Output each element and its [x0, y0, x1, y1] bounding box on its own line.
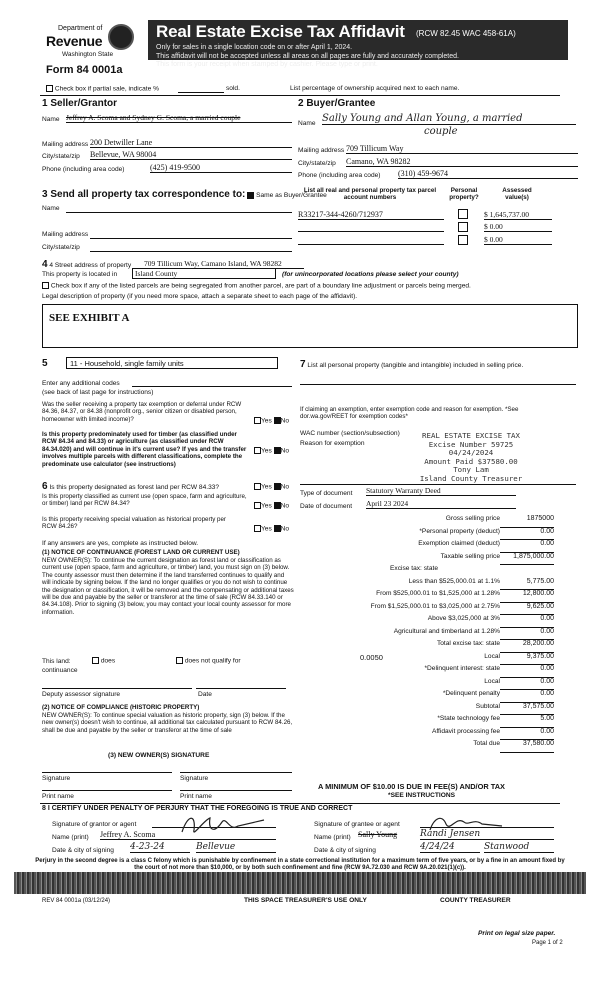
local-tax-field[interactable]: 9,375.00: [500, 653, 554, 666]
calc-row: [296, 553, 554, 566]
deputy-signature-label: Deputy assessor signature: [42, 691, 121, 698]
buyer-name-line2: couple: [424, 126, 458, 137]
calc-label: *Delinquent penalty: [442, 690, 500, 697]
corr-city-field[interactable]: [90, 251, 292, 252]
note-2: This affidavit will not be accepted unless all areas on all pages are fully and accurately completed.: [156, 52, 459, 60]
yes-label: Yes: [261, 447, 272, 455]
stamp-line: Tony Lam: [453, 465, 489, 475]
calc-row: [296, 740, 554, 753]
grantee-date-field[interactable]: 4/24/24: [420, 842, 480, 853]
calc-row: [296, 703, 554, 716]
calc-label: From $525,000.01 to $1,525,000 at 1.28%: [376, 590, 500, 597]
signature-label: Signature: [42, 775, 71, 782]
personal-property-deduct-field[interactable]: 0.00: [500, 528, 554, 541]
any-yes-note: If any answers are yes, complete as instructed below.: [42, 540, 199, 547]
calc-label: Above $3,025,000 at 3%: [427, 615, 500, 622]
yes-label: Yes: [261, 483, 272, 491]
print-legal-note: Print on legal size paper.: [478, 930, 556, 937]
exemption-deduct-field[interactable]: 0.00: [500, 540, 554, 553]
processing-fee-field[interactable]: 0.00: [500, 728, 554, 741]
grantee-name-struck: Sally Young: [358, 830, 398, 839]
deputy-date-label: Date: [198, 691, 212, 698]
personal-property-checkbox[interactable]: [458, 222, 468, 232]
form-title: Real Estate Excise Tax Affidavit: [156, 22, 405, 41]
legal-description-box[interactable]: [42, 304, 578, 348]
buyer-phone-label: Phone (including area code): [298, 172, 381, 179]
s6q1-yes-no: [254, 483, 289, 490]
no-label: No: [280, 483, 290, 491]
seller-city-label: City/state/zip: [42, 153, 80, 160]
department-label: Department of: [58, 25, 103, 32]
calc-row: [296, 653, 554, 666]
notice-compliance-body: NEW OWNER(S): To continue special valuation as historic property, sign (3) below. If the new owner(s) doesn't wish to continue, all additional tax calculated pursuant to RCW 84.26, shall be due and payable by the seller or transferor at the time of sale: [42, 712, 293, 734]
stamp-line: Amount Paid $37580.00: [424, 456, 518, 466]
technology-fee-field[interactable]: 5.00: [500, 715, 554, 728]
page-number: Page 1 of 2: [532, 940, 563, 946]
new-owner-signature-field[interactable]: [42, 772, 172, 773]
s6q3-yes-checkbox[interactable]: [254, 525, 261, 532]
calc-label: *Personal property (deduct): [419, 527, 500, 535]
partial-sale-checkbox[interactable]: [46, 85, 53, 92]
divider: [40, 95, 560, 96]
seller-name-field[interactable]: Jeffrey A. Scoma and Sydney G. Scoma, a married couple: [66, 113, 292, 123]
calc-label: Local: [484, 677, 500, 685]
same-as-buyer-label: Same as Buyer/Grantee: [256, 192, 327, 199]
buyer-name-label: Name: [298, 120, 316, 127]
q2-no-checkbox[interactable]: [274, 447, 281, 454]
grantee-name-label: Name (print): [314, 834, 351, 841]
certify-heading: 8 I CERTIFY UNDER PENALTY OF PERJURY THAT THE FOREGOING IS TRUE AND CORRECT: [42, 805, 353, 812]
section-5-number: 5: [42, 358, 48, 369]
calc-row: [296, 515, 554, 528]
located-label: This property is located in: [42, 271, 118, 278]
section-6-q1-row: [42, 481, 219, 492]
q1-no-checkbox[interactable]: [274, 417, 281, 424]
grantor-date-label: Date & city of signing: [52, 847, 114, 854]
ownership-note: List percentage of ownership acquired next to each name.: [290, 85, 460, 92]
parcel-col-header: List all real and personal property tax parcel account numbers: [303, 187, 437, 201]
stamp-line: REAL ESTATE EXCISE TAX: [422, 431, 520, 440]
print-name-label: Print name: [180, 793, 212, 800]
county-treasurer-label: COUNTY TREASURER: [440, 897, 511, 904]
calc-label: Local: [484, 652, 500, 660]
parcel-number-field[interactable]: [298, 231, 444, 232]
land-use-code-select[interactable]: 11 - Household, single family units: [66, 357, 278, 369]
new-owner-print-field[interactable]: [180, 790, 292, 791]
calc-row: [296, 628, 554, 641]
does-option: [92, 657, 115, 664]
q1-yes-no: [254, 417, 289, 424]
see-instructions-note: *SEE INSTRUCTIONS: [388, 792, 456, 799]
treasurer-use-label: THIS SPACE TREASURER'S USE ONLY: [244, 897, 367, 904]
grantee-city-field[interactable]: Stanwood: [484, 842, 554, 853]
corr-city-label: City/state/zip: [42, 244, 80, 251]
new-owner-signature-heading: (3) NEW OWNER(S) SIGNATURE: [108, 752, 210, 759]
calc-row: [296, 640, 554, 653]
new-owner-signature-field[interactable]: [180, 772, 292, 773]
additional-codes-field[interactable]: [132, 386, 292, 387]
seller-heading: 1 Seller/Grantor: [42, 98, 118, 109]
subtotal-field[interactable]: 37,575.00: [500, 703, 554, 716]
bracket-value[interactable]: 5,775.00: [500, 578, 554, 591]
assessed-value-field[interactable]: $ 1,645,737.00: [484, 210, 552, 220]
document-date-field[interactable]: April 23 2024: [366, 499, 516, 509]
exemption-question: Was the seller receiving a property tax exemption or deferral under RCW 84.36, 84.37, or 84.38 (nonprofit org., senior citizen or disabled person, homeowner with limited income)?: [42, 401, 242, 423]
calc-label: Total excise tax: state: [436, 640, 500, 647]
grantee-signature-label: Signature of grantee or agent: [314, 821, 400, 828]
buyer-address-label: Mailing address: [298, 147, 345, 154]
corr-name-label: Name: [42, 205, 60, 212]
seller-address-field[interactable]: 200 Detwiller Lane: [90, 138, 292, 148]
calc-row: [296, 615, 554, 628]
assessed-value-field[interactable]: $ 0.00: [484, 235, 552, 245]
q2-yes-checkbox[interactable]: [254, 447, 261, 454]
no-label: No: [280, 447, 290, 455]
street-row: 4 4 Street address of property: [42, 259, 132, 270]
no-label: No: [280, 525, 290, 533]
taxable-selling-price-field[interactable]: 1,875,000.00: [500, 553, 554, 566]
calc-row: [296, 678, 554, 691]
seller-address-label: Mailing address: [42, 141, 89, 148]
buyer-phone-field[interactable]: (310) 459-9674: [398, 169, 578, 179]
see-list-note: (see back of last page for instructions): [42, 389, 154, 396]
buyer-city-field[interactable]: Camano, WA 98282: [346, 157, 578, 167]
seller-phone-field[interactable]: (425) 419-9500: [150, 163, 292, 173]
s6q2-no-checkbox[interactable]: [274, 502, 281, 509]
correspondence-heading: 3 Send all property tax correspondence to:: [42, 189, 246, 200]
no-label: No: [280, 502, 290, 510]
q1-yes-checkbox[interactable]: [254, 417, 261, 424]
additional-codes-label: Enter any additional codes: [42, 380, 120, 387]
calc-label: Affidavit processing fee: [431, 727, 500, 735]
calc-label: *State technology fee: [437, 715, 500, 722]
seller-name-label: Name: [42, 116, 60, 123]
gross-selling-price-field[interactable]: 1875000: [500, 515, 554, 528]
treasurer-stamp: [396, 432, 546, 484]
seller-phone-label: Phone (including area code): [42, 166, 125, 173]
calc-label: Total due: [473, 740, 500, 747]
calc-label: Subtotal: [475, 702, 500, 710]
does-not-checkbox[interactable]: [176, 657, 183, 664]
buyer-city-label: City/state/zip: [298, 160, 336, 167]
corr-name-field[interactable]: [66, 212, 292, 213]
revision-label: REV 84 0001a (03/12/24): [42, 898, 111, 904]
forest-land-question: Is this property designated as forest land per RCW 84.33?: [49, 484, 220, 491]
section-6-number: 6: [42, 481, 48, 492]
minimum-due-note: A MINIMUM OF $10.00 IS DUE IN FEE(S) AND/OR TAX: [318, 782, 505, 791]
buyer-name-field[interactable]: Sally Young and Allan Young, a married: [322, 113, 576, 125]
document-type-field[interactable]: Statutory Warranty Deed: [366, 486, 516, 496]
grantor-date-field[interactable]: 4-23-24: [130, 842, 190, 853]
s6q3-yes-no: [254, 525, 289, 532]
grantee-date-label: Date & city of signing: [314, 847, 376, 854]
s6q1-yes-checkbox[interactable]: [254, 483, 261, 490]
perjury-notice: Perjury in the second degree is a class C felony which is punishable by confinement in a state correctional institution for a maximum term of five years, or by a fine in an amount fixed by the court of not more than $10,000, or by both such confinement and fine (RCW 9A.72.030 and RCW 9A.20.021(1)(c)).: [35, 858, 565, 871]
same-as-buyer-checkbox[interactable]: [247, 192, 254, 199]
exemption-instructions: If claiming an exemption, enter exemption code and reason for exemption. *See dor.wa.gov/REET for exemption codes*: [300, 406, 519, 421]
calc-row: [296, 690, 554, 703]
partial-sale-row: [46, 85, 159, 92]
assessed-value-col-header: Assessed value(s): [502, 187, 532, 201]
print-name-label: Print name: [42, 793, 74, 800]
revenue-logo-icon: [108, 24, 134, 50]
s6q3-no-checkbox[interactable]: [274, 525, 281, 532]
street-address-field[interactable]: 709 Tillicum Way, Camano Island, WA 98282: [144, 259, 304, 269]
legal-description-label: Legal description of property (if you need more space, attach a separate sheet to each page of the affidavit).: [42, 293, 358, 300]
personal-property-col-header: Personal property?: [449, 187, 479, 201]
section-7-heading: [300, 359, 576, 370]
calc-label: From $1,525,000.01 to $3,025,000 at 2.75%: [370, 602, 500, 610]
historic-question: Is this property receiving special valuation as historical property per RCW 84.26?: [42, 516, 226, 531]
assessed-value-field[interactable]: $ 0.00: [484, 222, 552, 232]
signature-label: Signature: [180, 775, 209, 782]
exemption-reason-label: Reason for exemption: [300, 440, 365, 447]
does-label: does: [100, 657, 116, 665]
delinquent-penalty-field[interactable]: 0.00: [500, 690, 554, 703]
calc-row: [296, 665, 554, 678]
footer-band: [14, 872, 586, 894]
total-due-field[interactable]: 37,580.00: [500, 740, 554, 753]
buyer-heading: 2 Buyer/Grantee: [298, 98, 376, 109]
bracket-value[interactable]: 12,800.00: [500, 590, 554, 603]
calc-label: Agricultural and timberland at 1.28%: [393, 627, 500, 635]
grantor-city-field[interactable]: Bellevue: [196, 842, 276, 853]
rcw-reference: (RCW 82.45 WAC 458-61A): [416, 29, 516, 38]
buyer-address-field[interactable]: 709 Tillicum Way: [346, 144, 578, 154]
calc-label: *Delinquent interest: state: [424, 665, 500, 672]
grantor-signature-label: Signature of grantor or agent: [52, 821, 137, 828]
calc-row: [296, 728, 554, 741]
yes-label: Yes: [261, 525, 272, 533]
divider: [40, 803, 560, 804]
deputy-signature-field[interactable]: [42, 688, 192, 689]
segregated-label: Check box if any of the listed parcels are being segregated from another parcel, are part of a boundary line adjustment or parcels being merged.: [50, 282, 471, 290]
wac-number-label: WAC number (section/subsection): [300, 430, 400, 437]
segregated-checkbox[interactable]: [42, 282, 49, 289]
q2-yes-no: [254, 447, 289, 454]
bracket-value[interactable]: 0.00: [500, 615, 554, 628]
delinquent-interest-local-field[interactable]: 0.00: [500, 678, 554, 691]
calc-label: Taxable selling price: [440, 552, 500, 560]
note-3: This form is your receipt when stamped by cashier. Please type or print.: [156, 61, 378, 68]
corr-address-field[interactable]: [90, 238, 292, 239]
partial-sale-label: Check box if partial sale, indicate %: [54, 85, 159, 93]
note-1: Only for sales in a single location code on or after April 1, 2024.: [156, 44, 353, 51]
county-select[interactable]: Island County: [132, 268, 276, 279]
yes-label: Yes: [261, 502, 272, 510]
correspondence-row: [42, 189, 327, 200]
calc-row: [296, 578, 554, 591]
seller-city-field[interactable]: Bellevue, WA 98004: [90, 150, 292, 160]
total-state-tax-field[interactable]: 28,200.00: [500, 640, 554, 653]
does-not-label: does not qualify for: [184, 657, 241, 665]
grantor-name-field[interactable]: Jeffrey A. Scoma: [100, 830, 276, 840]
sold-label: sold.: [226, 85, 240, 92]
timber-question: Is this property predominately used for timber (as classified under RCW 84.34 and 84.33) or agriculture (as classified under RCW 84.34.020) and will continue in it's current use? If yes and the transfer involves multiple parcels with different classifications, complete the predominate use calculator (see instructions): [42, 431, 247, 468]
document-date-label: Date of document: [300, 503, 353, 510]
notice-continuance-body: NEW OWNER(S): To continue the current designation as forest land or classification as current use (open space, farm and agriculture, or timber) land, you must sign on (3) below. The county assessor must then determine if the land transferred continues to qualify and will indicate by signing below. If the land no longer qualifies or you do not wish to continue the designation or classification, it will be removed and the compensating or additional taxes will be due and payable by the seller or transferor at the time of sale (RCW 84.33.140 or 84.34.108). Prior to signing (3) below, you may contact your local county assessor for more information.: [42, 557, 294, 616]
calc-row: [296, 540, 554, 553]
personal-property-checkbox[interactable]: [458, 235, 468, 245]
calc-row: [296, 528, 554, 541]
s6q2-yes-no: [254, 502, 289, 509]
stamp-line: Island County Treasurer: [419, 473, 523, 483]
delinquent-interest-state-field[interactable]: 0.00: [500, 665, 554, 678]
corr-address-label: Mailing address: [42, 231, 89, 238]
segregated-row: [42, 282, 471, 289]
form-number: Form 84 0001a: [46, 64, 123, 76]
personal-property-field[interactable]: [300, 384, 576, 385]
s6q2-yes-checkbox[interactable]: [254, 502, 261, 509]
grantee-name-field[interactable]: Randi Jensen: [420, 829, 554, 840]
local-rate: 0.0050: [360, 652, 383, 662]
state-label: Washington State: [62, 51, 114, 58]
notice-compliance-title: (2) NOTICE OF COMPLIANCE (HISTORIC PROPERTY): [42, 704, 200, 711]
deputy-date-field[interactable]: [196, 688, 286, 689]
calc-label: Exemption claimed (deduct): [418, 540, 500, 547]
calc-label: Less than $525,000.01 at 1.1%: [408, 577, 500, 585]
current-use-question: Is this property classified as current use (open space, farm and agriculture, or timber) land per RCW 84.34?: [42, 493, 247, 508]
parcel-number-field[interactable]: R33217-344-4260/712937: [298, 210, 444, 220]
does-not-option: [176, 657, 241, 664]
calc-row: [296, 590, 554, 603]
s6q1-no-checkbox[interactable]: [274, 483, 281, 490]
street-label: 4 Street address of property: [49, 262, 132, 269]
stamp-line: 04/24/2024: [448, 448, 494, 458]
personal-property-checkbox[interactable]: [458, 209, 468, 219]
personal-property-label: List all personal property (tangible and intangible) included in selling price.: [307, 362, 524, 369]
notice-continuance-title: (1) NOTICE OF CONTINUANCE (FOREST LAND OR CURRENT USE): [42, 549, 240, 556]
calc-label: Gross selling price: [445, 515, 500, 522]
excise-state-heading: Excise tax: state: [390, 565, 439, 572]
legal-description-text: SEE EXHIBIT A: [49, 312, 130, 324]
calc-row: [296, 603, 554, 616]
bracket-value[interactable]: 0.00: [500, 628, 554, 641]
bracket-value[interactable]: 9,625.00: [500, 603, 554, 616]
yes-label: Yes: [261, 417, 272, 425]
section-7-number: 7: [300, 359, 306, 370]
calculation-table: [296, 515, 554, 753]
new-owner-print-field[interactable]: [42, 790, 172, 791]
no-label: No: [280, 417, 290, 425]
does-checkbox[interactable]: [92, 657, 99, 664]
partial-percent-field[interactable]: [178, 92, 224, 93]
this-land-label: This land:: [42, 658, 71, 665]
calc-row: [296, 715, 554, 728]
reason-field[interactable]: [300, 484, 576, 485]
parcel-number-field[interactable]: [298, 244, 444, 245]
document-type-label: Type of document: [300, 490, 353, 497]
continuance-label: continuance: [42, 667, 78, 674]
stamp-line: Excise Number 59725: [428, 439, 514, 449]
grantor-name-label: Name (print): [52, 834, 89, 841]
header-notes: [156, 44, 459, 70]
agency-name: Revenue: [46, 33, 103, 49]
unincorporated-note: (for unincorporated locations please select your county): [282, 271, 459, 278]
